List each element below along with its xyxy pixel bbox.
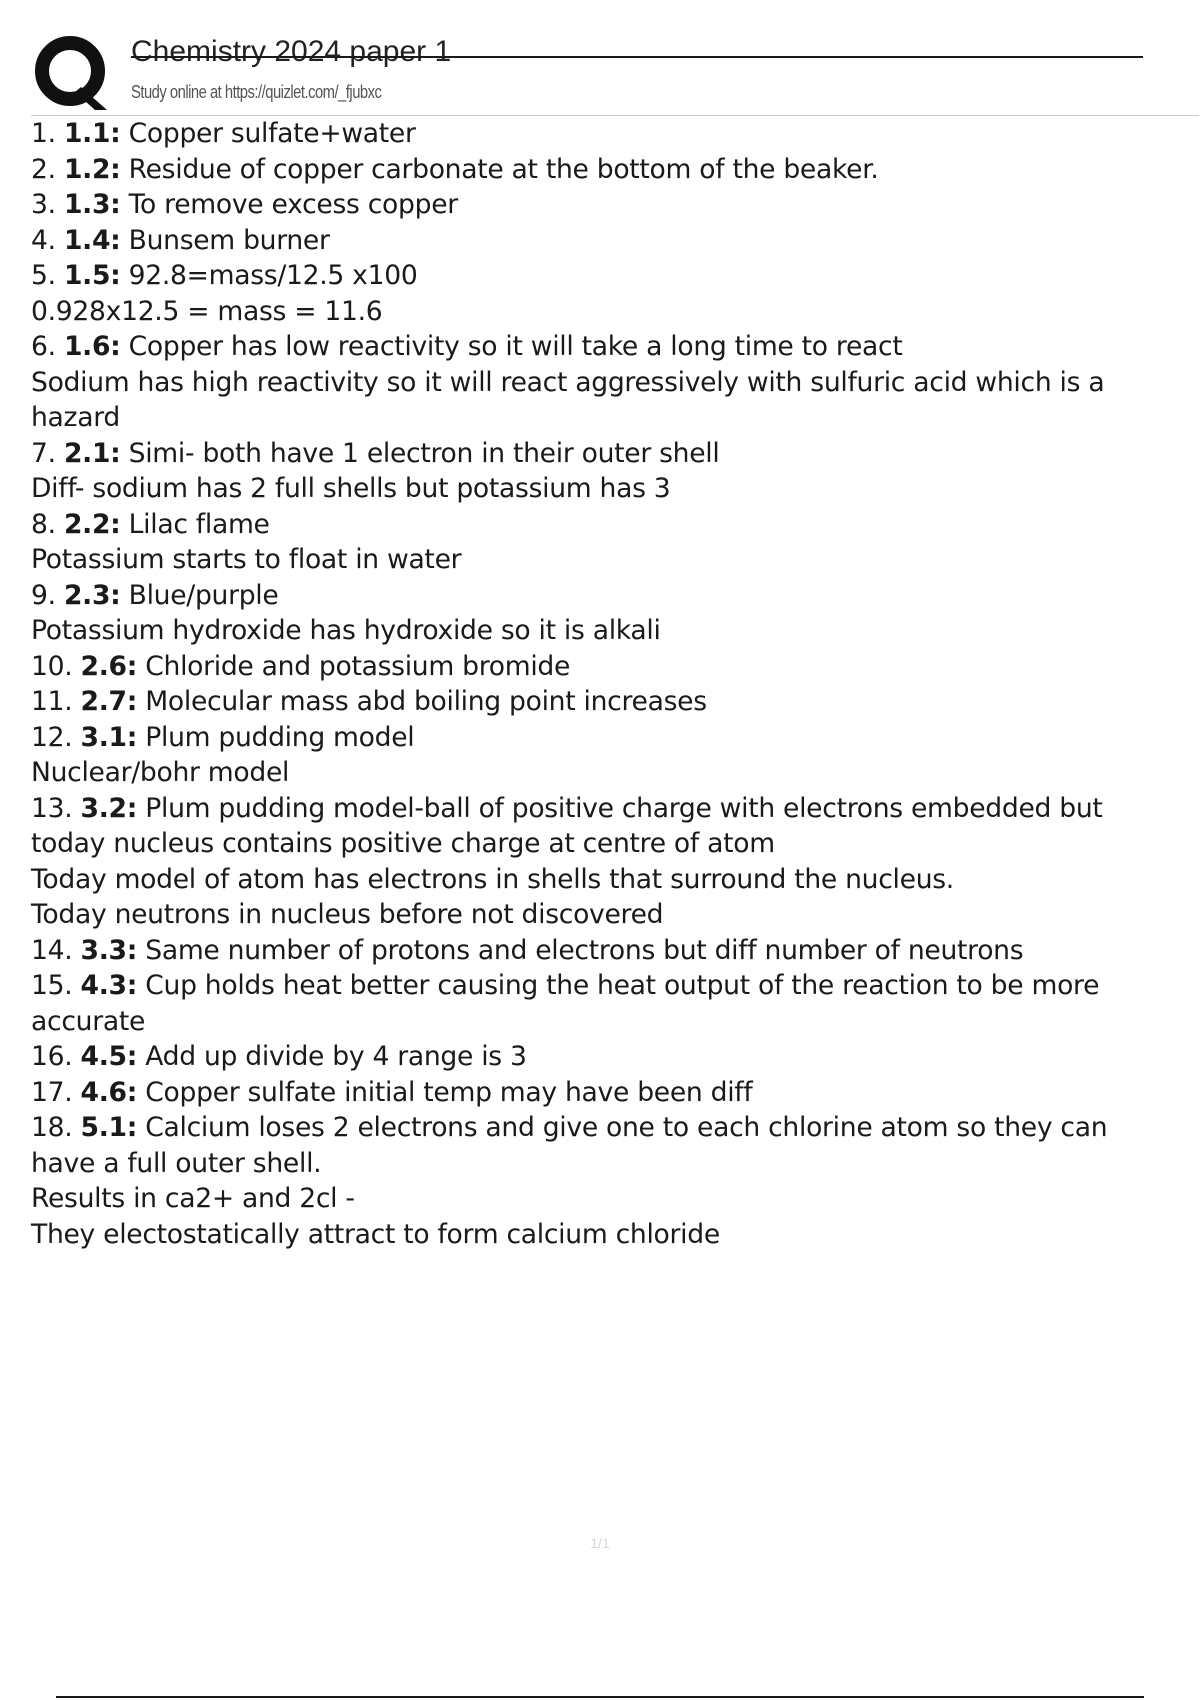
item-number: 2.	[31, 153, 64, 185]
item-number: 15.	[31, 970, 81, 1001]
answer-continuation-line	[31, 897, 1199, 933]
answer-text: Today neutrons in nucleus before not discovered	[31, 899, 664, 930]
answer-item	[31, 1075, 1199, 1111]
question-label: 4.6:	[80, 1076, 138, 1108]
answer-text: Potassium starts to float in water	[31, 544, 462, 575]
answer-continuation-line	[31, 1004, 1199, 1040]
answer-text: Molecular mass abd boiling point increases	[137, 686, 707, 717]
answer-text: Today model of atom has electrons in shells that surround the nucleus.	[31, 863, 954, 895]
answer-text: Plum pudding model-ball of positive charge with electrons embedded but	[137, 792, 1103, 824]
answer-text: Results in ca2+ and 2cl -	[31, 1183, 355, 1214]
answer-text: hazard	[31, 402, 120, 433]
answer-item	[31, 152, 1199, 188]
answer-continuation-line	[31, 755, 1199, 791]
question-label: 2.7:	[80, 686, 138, 717]
answer-text: Add up divide by 4 range is 3	[137, 1041, 527, 1072]
answer-continuation-line	[31, 400, 1199, 436]
item-number: 18.	[31, 1112, 81, 1143]
answer-text: Chloride and potassium bromide	[137, 650, 571, 682]
title-divider	[131, 56, 1143, 58]
item-number: 14.	[31, 934, 81, 966]
quizlet-logo-icon	[31, 32, 111, 112]
question-label: 2.6:	[80, 650, 138, 682]
answer-text: They electostatically attract to form calcium chloride	[31, 1218, 720, 1250]
answer-continuation-line	[31, 1181, 1199, 1217]
item-number: 17.	[31, 1076, 81, 1108]
answer-continuation-line	[31, 365, 1199, 401]
item-number: 3.	[31, 189, 64, 220]
question-label: 3.1:	[80, 721, 138, 753]
answer-continuation-line	[31, 542, 1199, 578]
answer-text: Simi- both have 1 electron in their outer shell	[120, 437, 720, 469]
answer-item	[31, 223, 1199, 259]
answer-item	[31, 258, 1199, 294]
answer-item	[31, 720, 1199, 756]
question-label: 2.1:	[63, 437, 121, 469]
answer-text: 0.928x12.5 = mass = 11.6	[31, 295, 383, 327]
answer-item	[31, 329, 1199, 365]
item-number: 4.	[31, 224, 64, 256]
answer-text: Potassium hydroxide has hydroxide so it is alkali	[31, 615, 661, 646]
answer-text: Bunsem burner	[120, 224, 330, 256]
answer-continuation-line	[31, 471, 1199, 507]
question-label: 1.4:	[63, 224, 121, 256]
study-online-link-text: Study online at https://quizlet.com/_fjubxc	[131, 82, 382, 102]
answer-text: Same number of protons and electrons but diff number of neutrons	[137, 934, 1024, 966]
answer-text: Residue of copper carbonate at the bottom of the beaker.	[120, 153, 879, 185]
question-label: 4.5:	[80, 1041, 138, 1072]
answer-item	[31, 1039, 1199, 1075]
answer-continuation-line	[31, 862, 1199, 898]
answer-text: Copper has low reactivity so it will take a long time to react	[120, 331, 903, 362]
item-number: 9.	[31, 579, 64, 611]
question-label: 5.1:	[80, 1112, 138, 1143]
answer-continuation-line	[31, 613, 1199, 649]
item-number: 8.	[31, 508, 64, 540]
item-number: 5.	[31, 260, 64, 291]
question-label: 1.5:	[63, 260, 121, 291]
answer-item	[31, 436, 1199, 472]
question-label: 2.2:	[63, 508, 121, 540]
item-number: 1.	[31, 118, 64, 149]
answer-text: 92.8=mass/12.5 x100	[120, 260, 418, 291]
answer-text: Diff- sodium has 2 full shells but potassium has 3	[31, 473, 671, 504]
document-title: Chemistry 2024 paper 1	[131, 35, 452, 68]
answer-text: Lilac flame	[120, 508, 270, 540]
answer-text: Sodium has high reactivity so it will react aggressively with sulfuric acid which is a	[31, 366, 1105, 398]
answer-text: Cup holds heat better causing the heat output of the reaction to be more	[137, 970, 1100, 1001]
answer-text: Calcium loses 2 electrons and give one to each chlorine atom so they can	[137, 1112, 1108, 1143]
answer-item	[31, 187, 1199, 223]
answer-text: Plum pudding model	[137, 721, 415, 753]
question-label: 1.6:	[63, 331, 121, 362]
item-number: 12.	[31, 721, 81, 753]
answer-continuation-line	[31, 826, 1199, 862]
question-label: 1.3:	[63, 189, 121, 220]
item-number: 11.	[31, 686, 81, 717]
question-label: 4.3:	[80, 970, 138, 1001]
item-number: 16.	[31, 1041, 81, 1072]
answer-continuation-line	[31, 294, 1199, 330]
answer-item	[31, 578, 1199, 614]
answer-text: Copper sulfate initial temp may have been diff	[137, 1076, 753, 1108]
item-number: 6.	[31, 331, 64, 362]
answer-continuation-line	[31, 1217, 1199, 1253]
question-label: 3.3:	[80, 934, 138, 966]
footer-divider	[56, 1696, 1144, 1698]
answer-text: To remove excess copper	[120, 189, 458, 220]
answer-text: have a full outer shell.	[31, 1147, 322, 1179]
answer-continuation-line	[31, 1146, 1199, 1182]
answer-item	[31, 791, 1199, 827]
question-label: 2.3:	[63, 579, 121, 611]
answer-text: today nucleus contains positive charge at centre of atom	[31, 828, 775, 859]
answer-text: Blue/purple	[120, 579, 279, 611]
answer-item	[31, 933, 1199, 969]
item-number: 10.	[31, 650, 81, 682]
answer-item	[31, 968, 1199, 1004]
answer-list	[31, 116, 1199, 1252]
answer-text: accurate	[31, 1005, 146, 1037]
question-label: 1.2:	[63, 153, 121, 185]
answer-item	[31, 684, 1199, 720]
answer-item	[31, 507, 1199, 543]
answer-item	[31, 1110, 1199, 1146]
question-label: 1.1:	[63, 118, 121, 149]
item-number: 7.	[31, 437, 64, 469]
answer-text: Copper sulfate+water	[120, 118, 416, 149]
question-label: 3.2:	[80, 792, 138, 824]
answer-text: Nuclear/bohr model	[31, 757, 290, 788]
answer-item	[31, 116, 1199, 152]
item-number: 13.	[31, 792, 81, 824]
page-number: 1/1	[590, 1535, 610, 1551]
answer-item	[31, 649, 1199, 685]
